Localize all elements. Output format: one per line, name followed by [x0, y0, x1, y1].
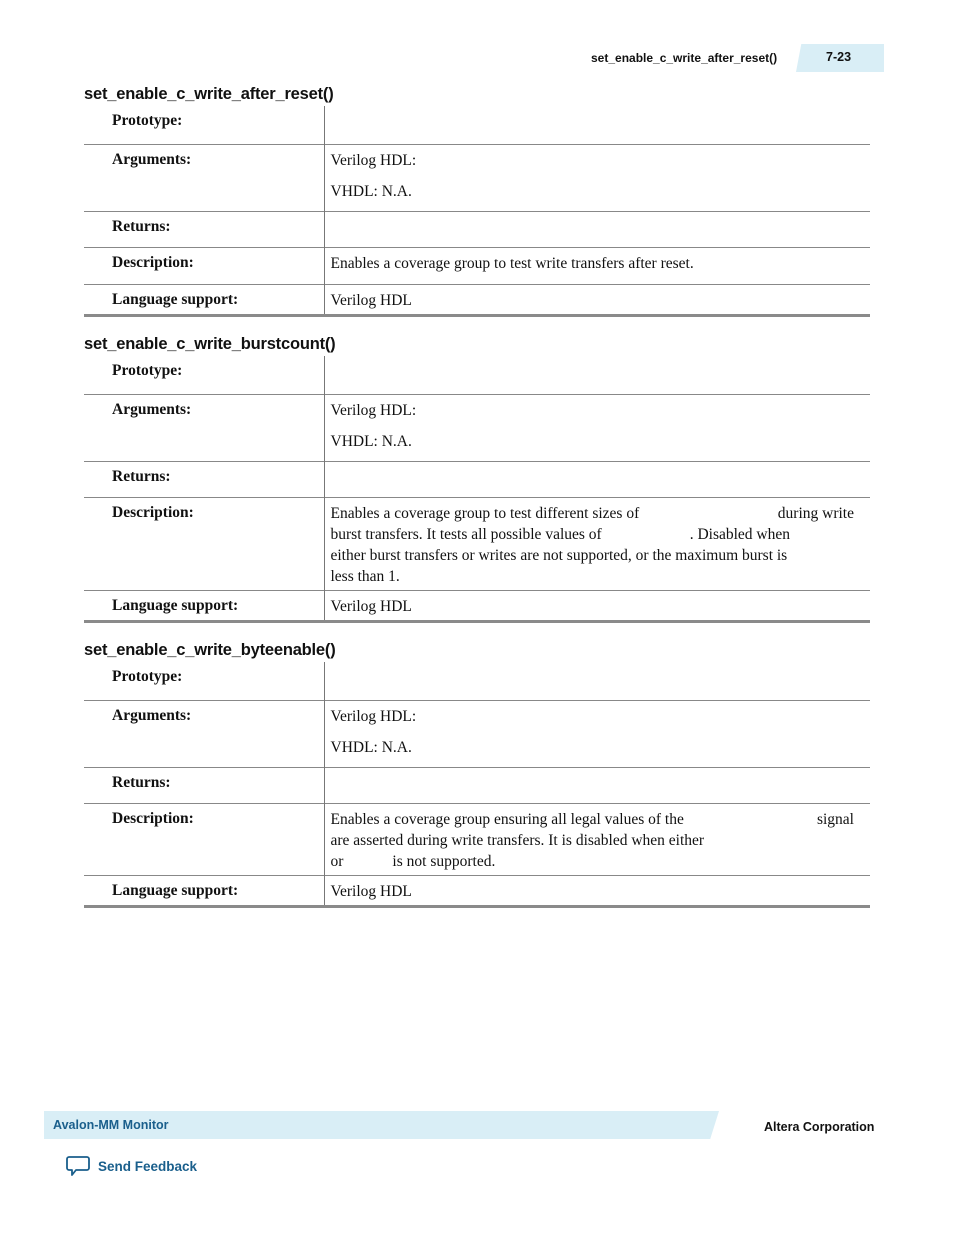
arguments-verilog: Verilog HDL:: [330, 707, 417, 725]
arguments-row: [84, 144, 870, 211]
section-title: set_enable_c_write_after_reset(): [84, 85, 334, 103]
description-line: less than 1.: [330, 567, 400, 585]
description-line: either burst transfers or writes are not supported, or the maximum burst is: [330, 546, 788, 564]
row-label: Language support:: [84, 284, 324, 315]
prototype-row: [84, 662, 870, 700]
description-text: . Disabled when: [689, 525, 790, 543]
description-text: Enables a coverage group to test different sizes of: [330, 504, 640, 522]
row-value: Enables a coverage group to test write transfers after reset.: [330, 254, 694, 272]
footer-chapter-title: Avalon-MM Monitor: [53, 1118, 169, 1132]
row-value: [324, 767, 870, 803]
description-text: or: [330, 852, 344, 870]
arguments-verilog: Verilog HDL:: [330, 151, 417, 169]
section-write-byteenable: [84, 640, 870, 908]
section-write-burstcount: [84, 334, 870, 623]
returns-row: [84, 461, 870, 497]
language-row: [84, 590, 870, 621]
arguments-vhdl: VHDL: N.A.: [330, 432, 412, 450]
row-value: Verilog HDL: [330, 597, 412, 615]
row-value: [324, 211, 870, 247]
row-label: Description:: [84, 497, 324, 590]
row-value: [324, 461, 870, 497]
description-text: burst transfers. It tests all possible values of: [330, 525, 602, 543]
row-label: Prototype:: [84, 356, 324, 394]
description-line: [331, 851, 855, 872]
row-value: [324, 106, 870, 144]
prototype-row: [84, 106, 870, 144]
arguments-verilog: Verilog HDL:: [330, 401, 417, 419]
footer-company: Altera Corporation: [764, 1120, 875, 1134]
row-label: Prototype:: [84, 106, 324, 144]
description-row: [84, 497, 870, 590]
returns-row: [84, 767, 870, 803]
row-value: [324, 356, 870, 394]
arguments-vhdl: VHDL: N.A.: [330, 738, 412, 756]
row-value: Verilog HDL: [330, 291, 412, 309]
row-label: Description:: [84, 247, 324, 284]
row-label: Returns:: [84, 461, 324, 497]
row-label: Prototype:: [84, 662, 324, 700]
send-feedback-label[interactable]: Send Feedback: [98, 1158, 198, 1174]
row-label: Arguments:: [84, 700, 324, 767]
returns-row: [84, 211, 870, 247]
section-write-after-reset: [84, 84, 870, 317]
description-line: [331, 524, 855, 545]
row-value: Verilog HDL: [330, 882, 412, 900]
function-reference-table: [84, 356, 870, 623]
row-value: [324, 803, 870, 875]
description-text: Enables a coverage group ensuring all legal values of the: [330, 810, 684, 828]
description-row: [84, 247, 870, 284]
arguments-vhdl: VHDL: N.A.: [330, 182, 412, 200]
row-label: Language support:: [84, 875, 324, 906]
prototype-row: [84, 356, 870, 394]
description-text: during write: [777, 504, 854, 522]
page-number: 7-23: [826, 50, 852, 64]
description-line: [331, 503, 855, 524]
section-title: set_enable_c_write_burstcount(): [84, 335, 336, 353]
row-label: Description:: [84, 803, 324, 875]
row-label: Returns:: [84, 767, 324, 803]
arguments-row: [84, 700, 870, 767]
row-label: Arguments:: [84, 144, 324, 211]
arguments-row: [84, 394, 870, 461]
row-value: [324, 662, 870, 700]
language-row: [84, 284, 870, 315]
row-label: Returns:: [84, 211, 324, 247]
description-line: are asserted during write transfers. It is disabled when either: [330, 831, 705, 849]
function-reference-table: [84, 106, 870, 317]
speech-bubble-icon: [66, 1155, 90, 1177]
description-text: is not supported.: [392, 852, 496, 870]
description-line: [331, 809, 855, 830]
description-text: signal: [816, 810, 854, 828]
row-value: [324, 497, 870, 590]
description-row: [84, 803, 870, 875]
function-reference-table: [84, 662, 870, 908]
row-label: Language support:: [84, 590, 324, 621]
send-feedback-link[interactable]: [66, 1155, 197, 1177]
language-row: [84, 875, 870, 906]
row-value: [324, 144, 870, 211]
row-value: [324, 394, 870, 461]
running-header-title: set_enable_c_write_after_reset(): [591, 51, 778, 65]
section-title: set_enable_c_write_byteenable(): [84, 641, 336, 659]
row-label: Arguments:: [84, 394, 324, 461]
row-value: [324, 700, 870, 767]
